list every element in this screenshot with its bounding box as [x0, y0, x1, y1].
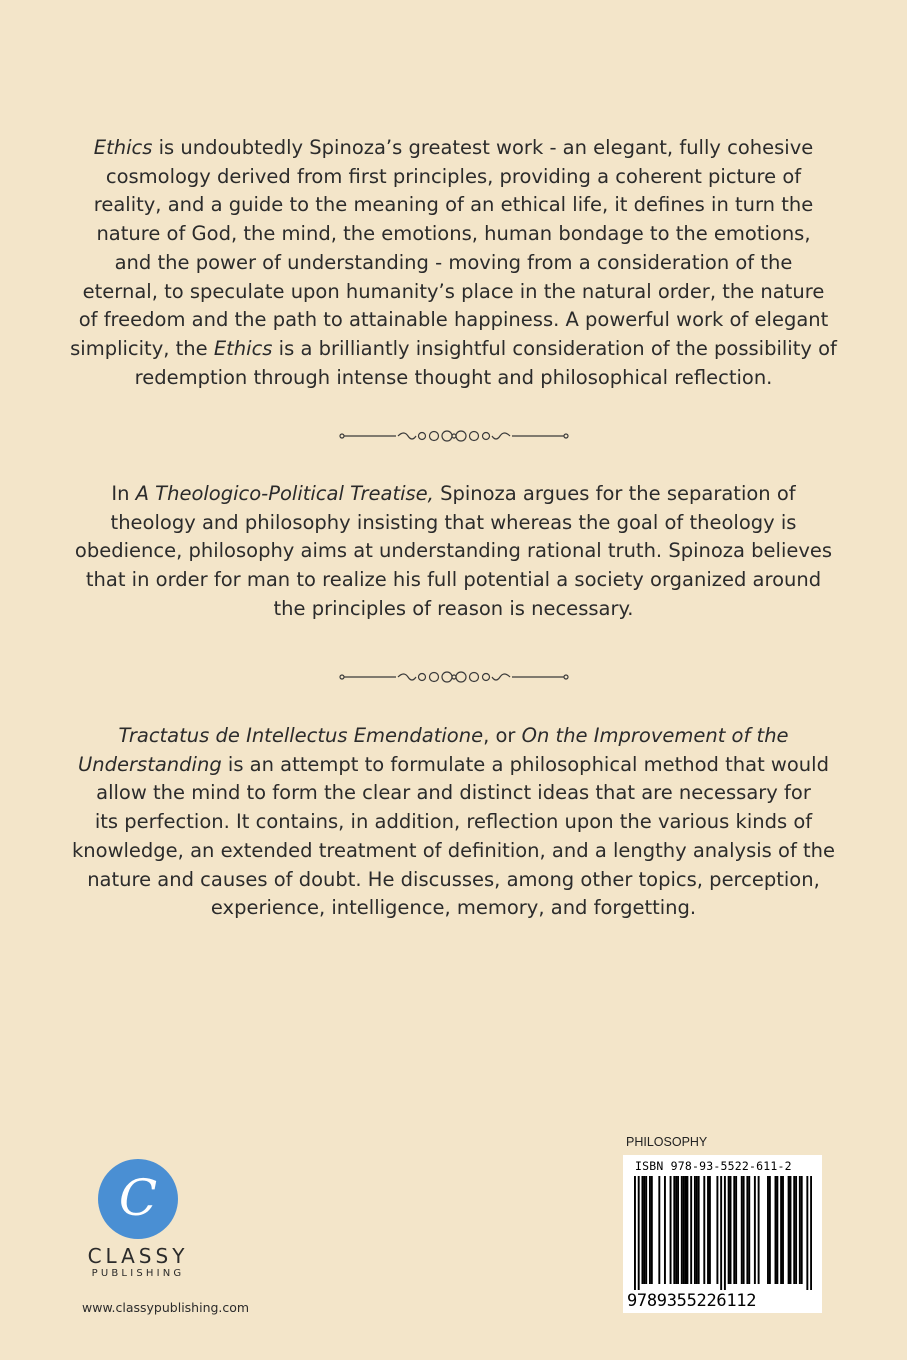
barcode-bar [707, 1176, 709, 1284]
barcode-bar [675, 1176, 677, 1284]
barcode-bar [793, 1176, 795, 1284]
barcode-bar [767, 1176, 769, 1284]
barcode-bar [788, 1176, 790, 1284]
barcode-bar [649, 1176, 651, 1284]
barcode-bar [638, 1176, 640, 1290]
paragraph-line: nature and causes of doubt. He discusses, among other topics, perception, [87, 867, 820, 891]
paragraph-line: simplicity, the Ethics is a brilliantly insightful consideration of the possibility of [70, 336, 837, 360]
barcode-bar [730, 1176, 732, 1284]
paragraph-line: obedience, philosophy aims at understanding rational truth. Spinoza believes [74, 539, 833, 563]
isbn-barcode [623, 1155, 822, 1313]
barcode-bar [681, 1176, 683, 1284]
barcode-bar [696, 1176, 698, 1284]
barcode-bar [810, 1176, 812, 1290]
ornamental-divider [338, 428, 570, 444]
barcode-bar [728, 1176, 730, 1284]
ornamental-divider [338, 669, 570, 685]
barcode-bar [795, 1176, 797, 1284]
barcode-bar [769, 1176, 771, 1284]
paragraph-line: Understanding is an attempt to formulate a philosophical method that would [78, 752, 829, 776]
barcode-bar [733, 1176, 735, 1284]
barcode-bar [673, 1176, 675, 1284]
barcode-bar [724, 1176, 726, 1290]
paragraph-line: the principles of reason is necessary. [273, 596, 634, 620]
isbn-label: ISBN 978-93-5522-611-2 [635, 1159, 792, 1173]
paragraph-line: of freedom and the path to attainable happiness. A powerful work of elegant [78, 308, 829, 332]
paragraph-line: theology and philosophy insisting that whereas the goal of theology is [110, 510, 797, 534]
barcode-bar [683, 1176, 685, 1284]
barcode-bar [775, 1176, 777, 1284]
barcode-bar [776, 1176, 778, 1284]
barcode-bar [790, 1176, 792, 1284]
barcode-bar [677, 1176, 679, 1284]
paragraph-line: that in order for man to realize his full potential a society organized around [85, 568, 822, 592]
barcode-bar [720, 1176, 722, 1290]
publisher-website[interactable]: www.classypublishing.com [82, 1300, 250, 1315]
paragraph-line: In A Theologico-Political Treatise, Spinoza argues for the separation of [111, 482, 796, 505]
publisher-name: CLASSY [87, 1244, 189, 1268]
paragraph-line: reality, and a guide to the meaning of an ethical life, it defines in turn the [93, 193, 814, 217]
barcode-bar [690, 1176, 692, 1284]
barcode-bar [709, 1176, 711, 1284]
barcode-bar [758, 1176, 760, 1284]
barcode-bar [685, 1176, 687, 1284]
barcode-bar [754, 1176, 756, 1284]
barcode-digits: 9789355226112 [627, 1291, 757, 1311]
paragraph-line: experience, intelligence, memory, and forgetting. [210, 896, 697, 920]
barcode-bar [735, 1176, 737, 1284]
barcode-bar [643, 1176, 645, 1284]
barcode-bar [806, 1176, 808, 1290]
paragraph-line: and the power of understanding - moving from a consideration of the [114, 250, 793, 274]
barcode-bar [694, 1176, 696, 1284]
barcode-bar [801, 1176, 803, 1284]
paragraph-line: cosmology derived from first principles, providing a coherent picture of [105, 164, 802, 188]
barcode-bar [651, 1176, 653, 1284]
barcode-bar [670, 1176, 672, 1284]
barcode-bar [698, 1176, 700, 1284]
barcode-bar [741, 1176, 743, 1284]
barcode-bar [780, 1176, 782, 1284]
description-paragraph-ethics [70, 134, 837, 392]
barcode-bar [746, 1176, 748, 1284]
barcode-bar [716, 1176, 718, 1284]
description-paragraph-treatise [70, 480, 837, 624]
barcode-bar [641, 1176, 643, 1284]
barcode-bar [703, 1176, 705, 1284]
barcode-bar [743, 1176, 745, 1284]
publisher-c-icon [97, 1158, 179, 1240]
paragraph-line: knowledge, an extended treatment of definition, and a lengthy analysis of the [71, 838, 836, 862]
publisher-logo [82, 1158, 194, 1279]
barcode-bar [664, 1176, 666, 1284]
barcode-bar [686, 1176, 688, 1284]
description-paragraph-tractatus [70, 722, 837, 923]
barcode-bar [645, 1176, 647, 1284]
paragraph-line: redemption through intense thought and philosophical reflection. [134, 365, 773, 389]
paragraph-line: Ethics is undoubtedly Spinoza’s greatest work - an elegant, fully cohesive [93, 136, 814, 159]
svg-text:C: C [118, 1169, 158, 1227]
barcode-bar [799, 1176, 801, 1284]
barcode-bars [634, 1176, 812, 1290]
barcode-bar [634, 1176, 636, 1290]
barcode-bar [748, 1176, 750, 1284]
category-label: PHILOSOPHY [626, 1135, 708, 1149]
paragraph-line: allow the mind to form the clear and distinct ideas that are necessary for [96, 781, 811, 805]
barcode-bar [782, 1176, 784, 1284]
paragraph-line: its perfection. It contains, in addition, reflection upon the various kinds of [94, 810, 813, 834]
barcode-bar [658, 1176, 660, 1284]
paragraph-line: nature of God, the mind, the emotions, human bondage to the emotions, [96, 222, 811, 246]
paragraph-line: Tractatus de Intellectus Emendatione, or On the Improvement of the [118, 724, 789, 747]
paragraph-line: eternal, to speculate upon humanity’s place in the natural order, the nature [82, 279, 825, 303]
publisher-subname: PUBLISHING [91, 1268, 185, 1279]
